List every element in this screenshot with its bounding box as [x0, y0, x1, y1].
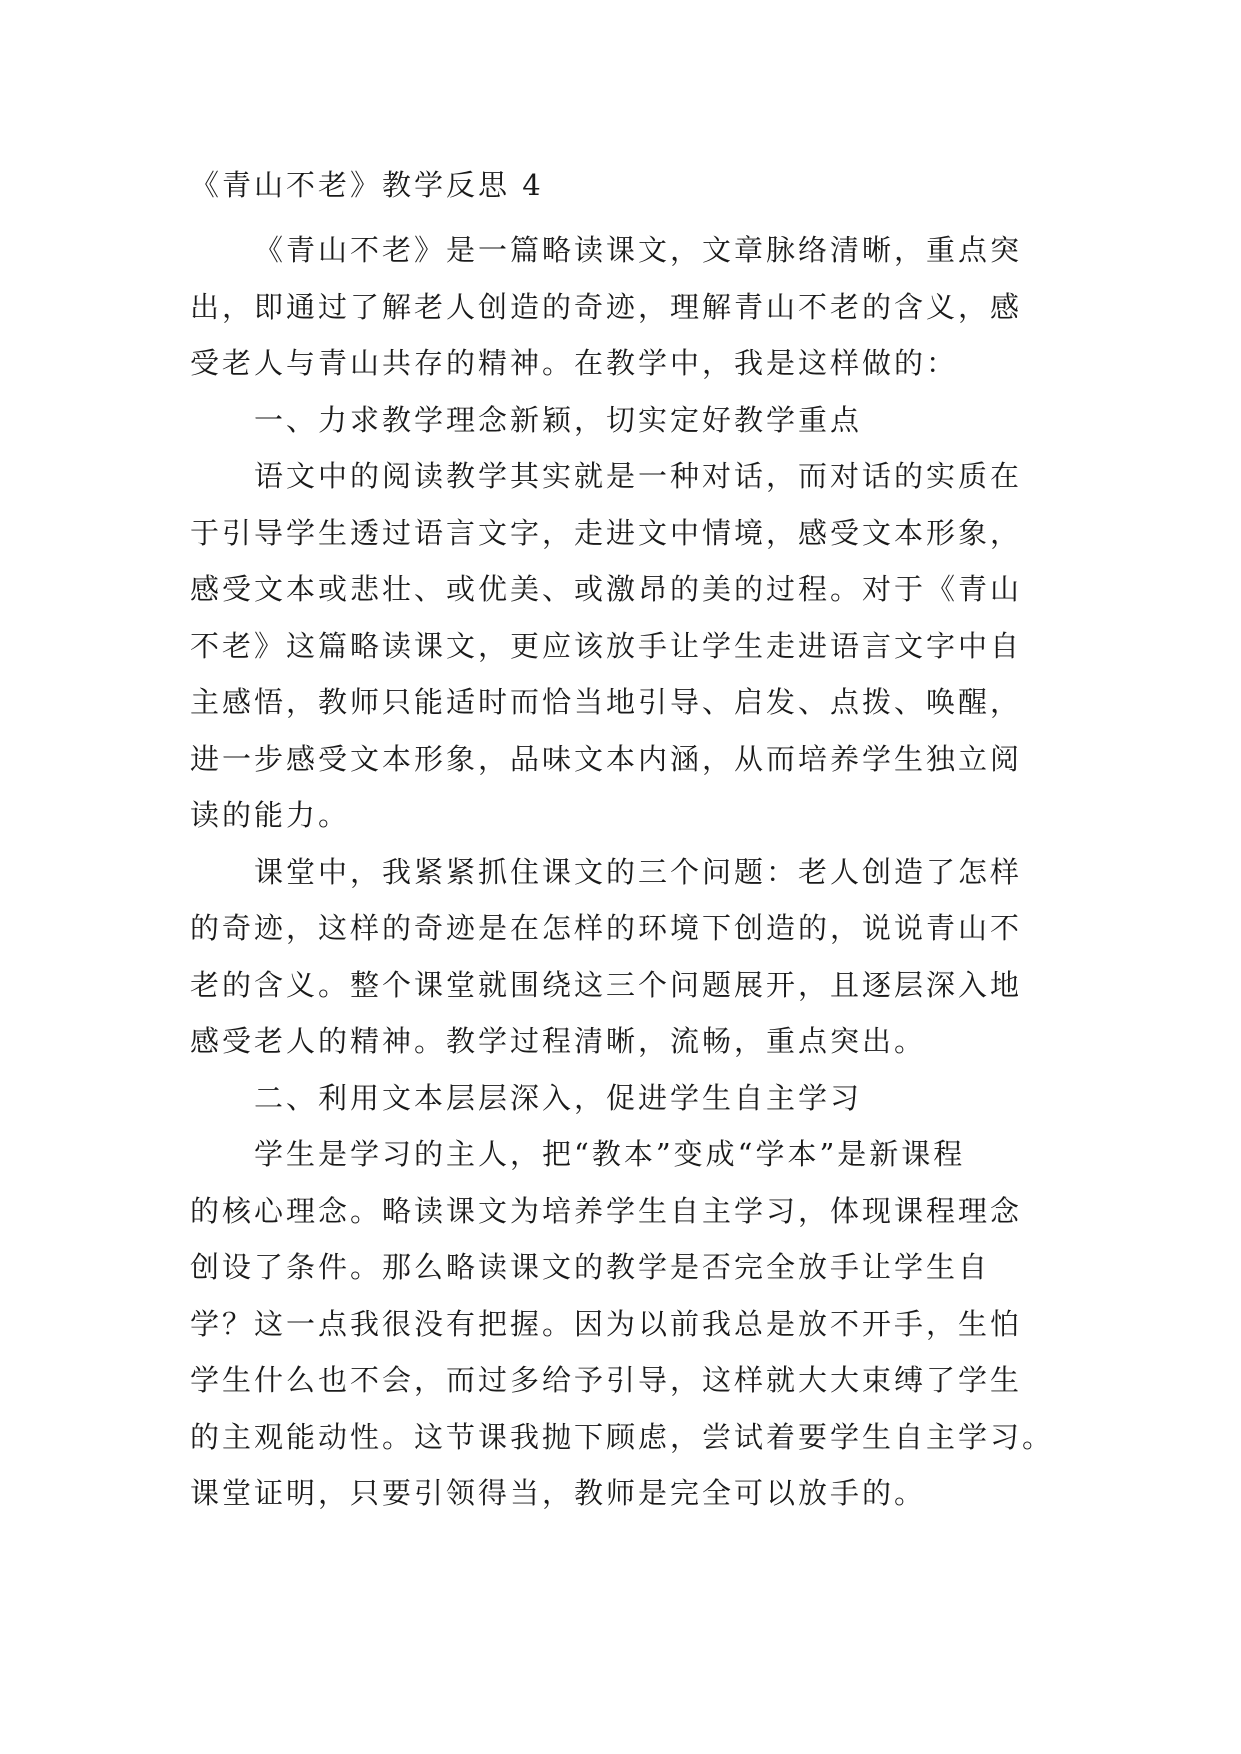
body-text-line: 创设了条件。那么略读课文的教学是否完全放手让学生自 [190, 1250, 991, 1284]
body-text-line: 进一步感受文本形象，品味文本内涵，从而培养学生独立阅 [190, 741, 1023, 776]
body-text-line: 课堂中，我紧紧抓住课文的三个问题：老人创造了怎样 [254, 854, 1023, 889]
body-text-line: 受老人与青山共存的精神。在教学中，我是这样做的： [190, 346, 959, 380]
body-text-line: 主感悟，教师只能适时而恰当地引导、启发、点拨、唤醒， [190, 685, 1023, 719]
body-text-line: 于引导学生透过语言文字，走进文中情境，感受文本形象， [190, 515, 1023, 550]
body-text-line: 读的能力。 [190, 798, 351, 832]
body-text-line: 语文中的阅读教学其实就是一种对话，而对话的实质在 [254, 459, 1023, 493]
body-text-line: 的主观能动性。这节课我抛下顾虑，尝试着要学生自主学习。 [190, 1419, 1055, 1454]
body-text-line: 的核心理念。略读课文为培养学生自主学习，体现课程理念 [190, 1193, 1023, 1228]
body-text-line: 《青山不老》是一篇略读课文，文章脉络清晰，重点突 [254, 233, 1023, 267]
body-text-line: 感受文本或悲壮、或优美、或激昂的美的过程。对于《青山 [190, 572, 1023, 606]
body-text-line: 学？这一点我很没有把握。因为以前我总是放不开手，生怕 [190, 1306, 1023, 1341]
body-text-line: 二、利用文本层层深入，促进学生自主学习 [254, 1080, 863, 1115]
body-text-line: 老的含义。整个课堂就围绕这三个问题展开，且逐层深入地 [190, 967, 1023, 1002]
body-text-line: 的奇迹，这样的奇迹是在怎样的环境下创造的，说说青山不 [190, 911, 1023, 945]
body-text-line: 学生什么也不会，而过多给予引导，这样就大大束缚了学生 [190, 1363, 1023, 1397]
document-title: 《青山不老》教学反思 4 [190, 168, 544, 202]
body-text-line: 课堂证明，只要引领得当，教师是完全可以放手的。 [190, 1476, 927, 1510]
body-text-line: 出，即通过了解老人创造的奇迹，理解青山不老的含义，感 [190, 289, 1023, 324]
body-text-line: 一、力求教学理念新颖，切实定好教学重点 [254, 402, 863, 437]
body-text-line: 不老》这篇略读课文，更应该放手让学生走进语言文字中自 [190, 628, 1023, 663]
body-text-line: 学生是学习的主人，把“教本”变成“学本”是新课程 [254, 1137, 966, 1171]
document-body [190, 222, 1070, 1522]
body-text-line: 感受老人的精神。教学过程清晰，流畅，重点突出。 [190, 1024, 927, 1058]
